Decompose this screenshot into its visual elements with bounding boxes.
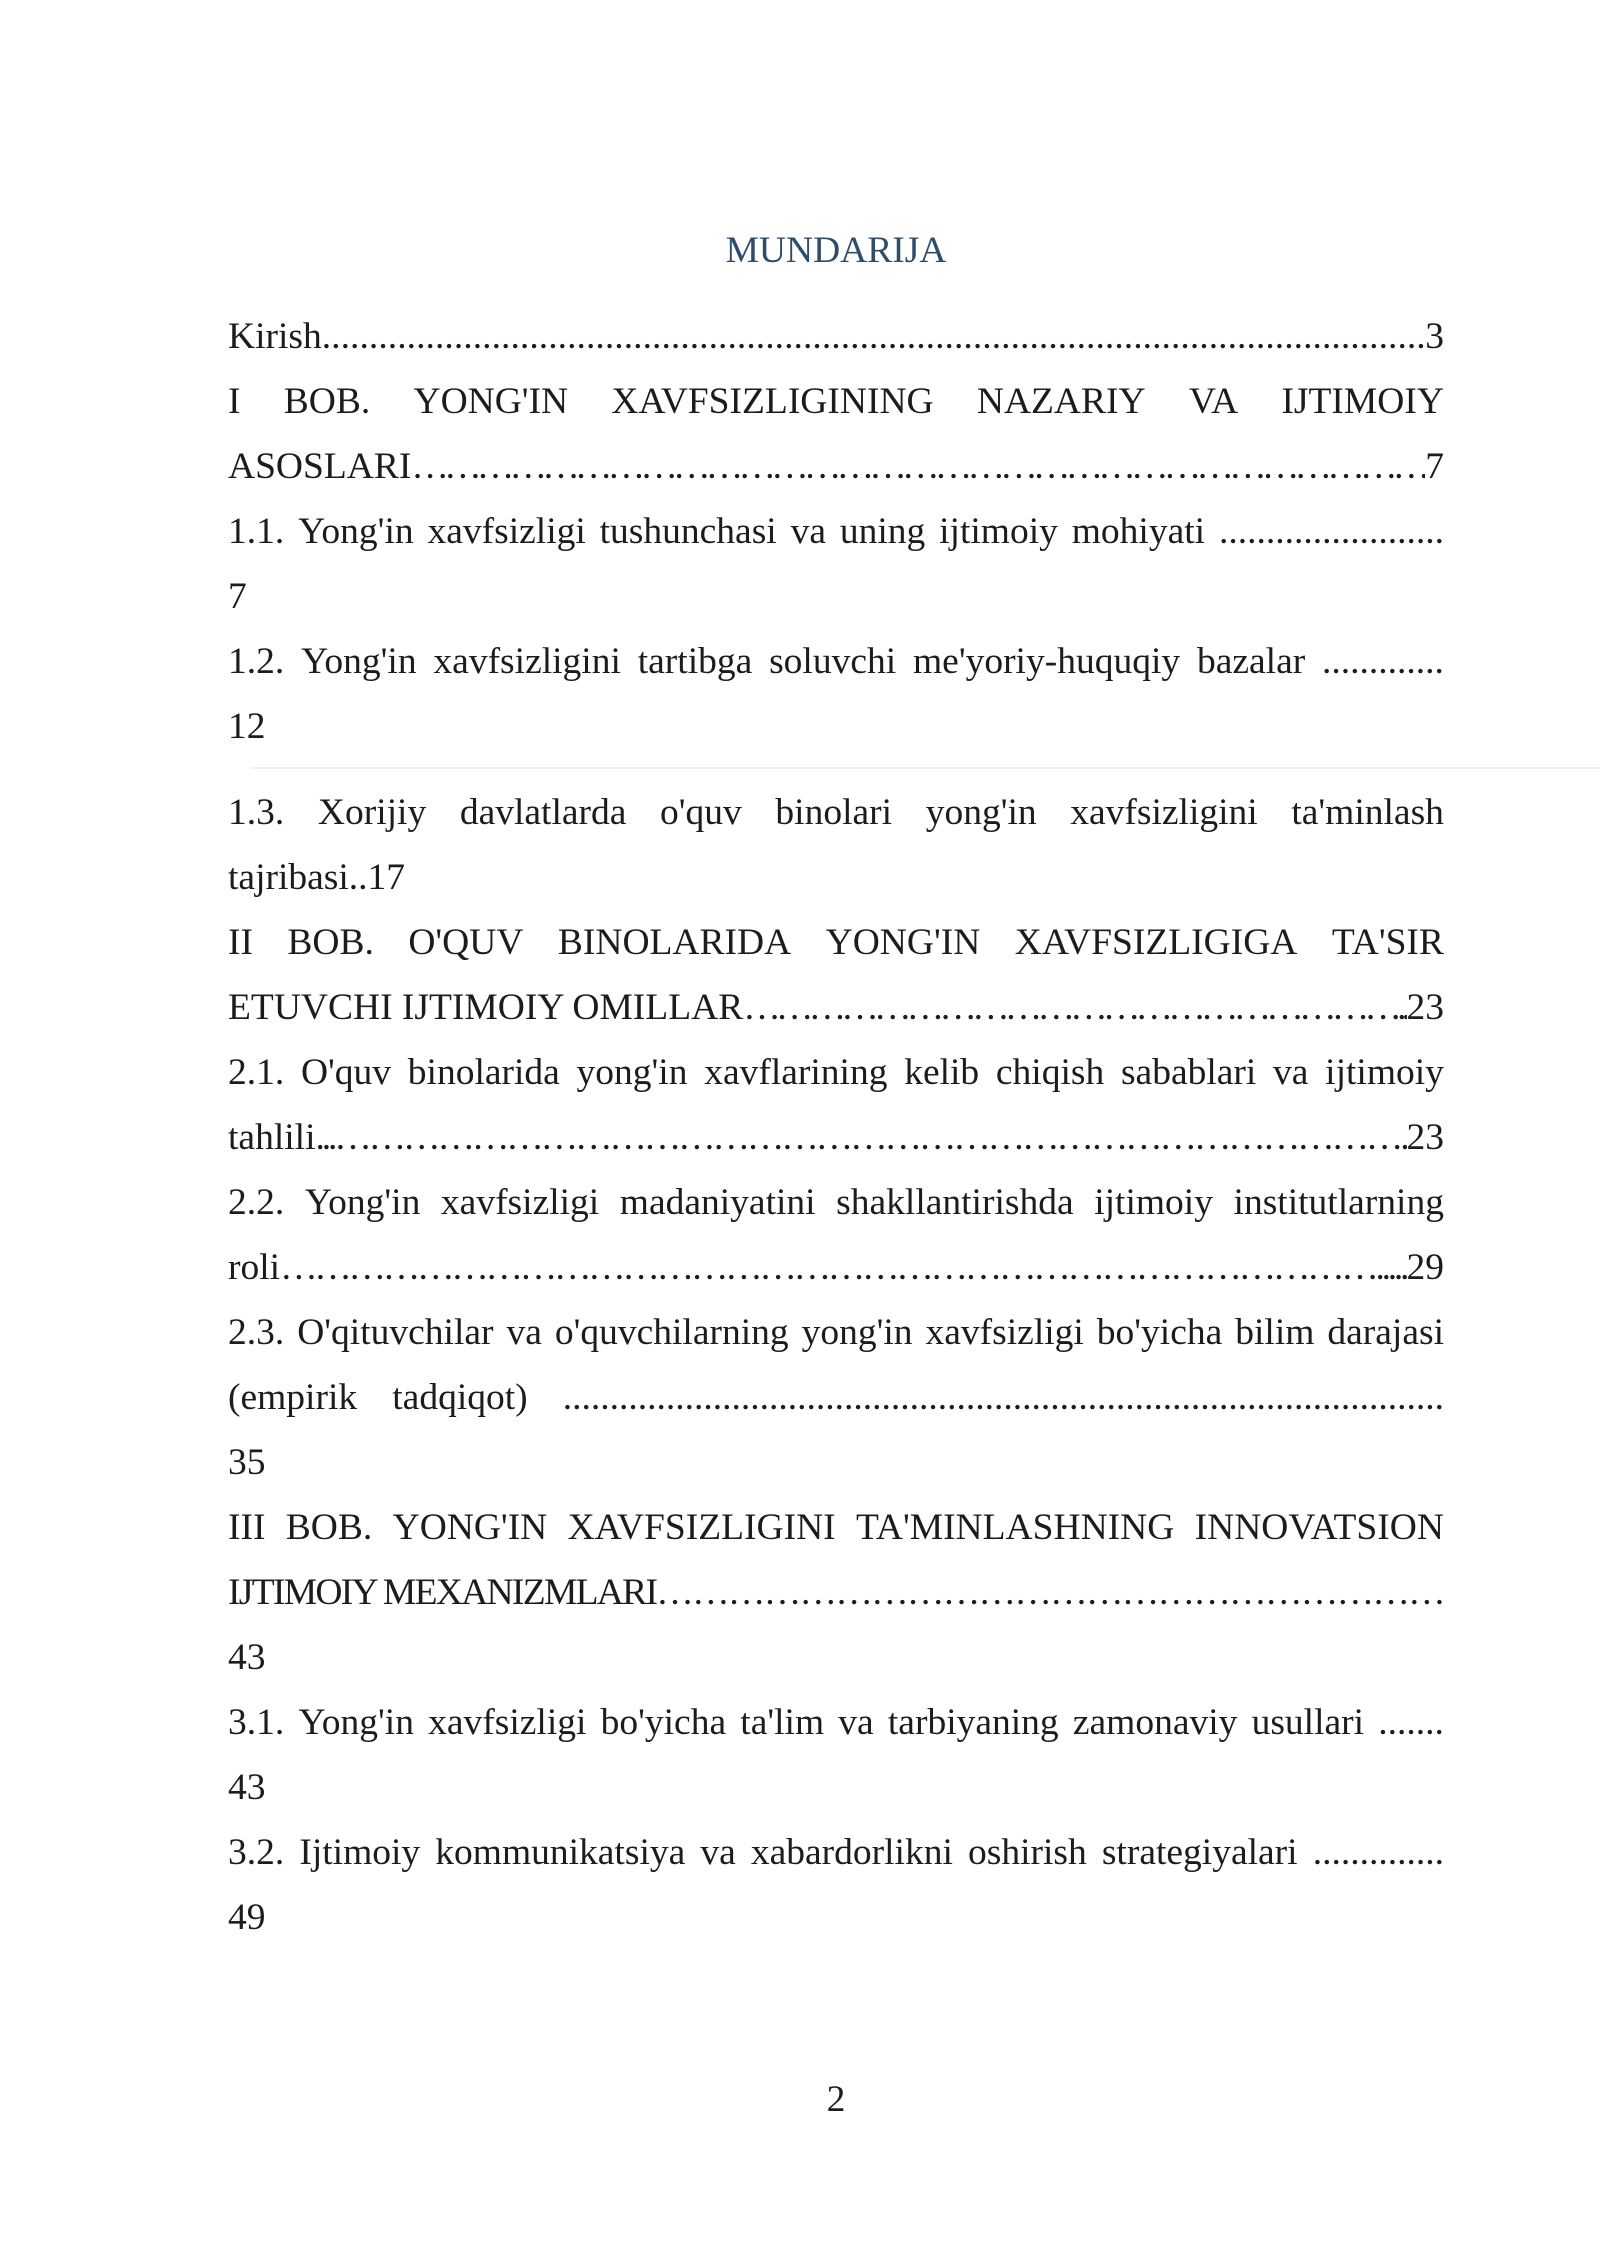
toc-word: darajasi [1327,1312,1444,1353]
toc-word: ta'minlash [1291,792,1444,833]
toc-word: ........................ [1218,511,1444,552]
toc-word: BOB. [283,381,371,422]
toc-word: va [838,1702,874,1743]
toc-section-line-end [228,1105,1444,1170]
toc-word: tartibga [637,641,753,682]
toc-word: zamonaviy [1072,1702,1238,1743]
toc-page-number: 3 [1425,316,1444,357]
toc-word: 2.2. [228,1182,285,1223]
toc-word: IJTIMOIY [1281,381,1444,422]
toc-word: 3.2. [228,1832,285,1873]
toc-word: ijtimoiy [939,511,1058,552]
toc-word: 2.1. [228,1052,285,1093]
toc-word: o'quv [660,792,742,833]
toc-word: xabardorlikni [750,1832,953,1873]
toc-section-line [228,1040,1444,1105]
toc-word: bilim [1235,1312,1315,1353]
toc-word: YONG'IN [825,922,981,963]
toc-word: va [506,1312,542,1353]
toc-word: yong'in [925,792,1037,833]
toc-word: IJTIMOIY [228,1572,377,1613]
toc-word: 1.3. [228,792,285,833]
toc-word: O'quv [300,1052,392,1093]
toc-page-number: 23 [1406,987,1444,1028]
toc-list-part-1 [228,304,1444,759]
toc-entry-title: Kirish [228,316,322,357]
toc-chapter-heading [228,910,1444,975]
toc-word: uning [839,511,926,552]
dot-leader-text: …………………………………………………….. [743,987,1407,1028]
toc-word: II [228,922,253,963]
toc-word: Yong'in [298,1702,414,1743]
toc-word: bo'yicha [1096,1312,1223,1353]
toc-word: 1.1. [228,511,285,552]
toc-word: XAVFSIZLIGINING [611,381,934,422]
toc-word: XAVFSIZLIGINI [567,1507,836,1548]
toc-word: xavfsizligi [440,1182,600,1223]
toc-word: ijtimoiy [1325,1052,1444,1093]
toc-word: xavfsizligini [1070,792,1258,833]
toc-word: va [700,1832,736,1873]
toc-entry-title: ETUVCHI IJTIMOIY OMILLAR [228,987,744,1028]
toc-word: xavflarining [704,1052,888,1093]
toc-page-number: 7 [1425,446,1444,487]
toc-page-number: 23 [1406,1117,1444,1158]
toc-chapter-heading-end [228,434,1444,499]
toc-word: 3.1. [228,1702,285,1743]
toc-word: me'yoriy-huquqiy [913,641,1181,682]
toc-word: YONG'IN [392,1507,548,1548]
toc-word: III [228,1507,266,1548]
dot-leader [411,434,1425,499]
toc-word: o'quvchilarning [554,1312,789,1353]
toc-word: BINOLARIDA [557,922,792,963]
dot-leader-text: ..................................................................................................................... [321,316,1426,357]
toc-word: tadqiqot) [392,1377,528,1418]
toc-word: YONG'IN [413,381,569,422]
dot-leader [322,304,1426,369]
toc-word: ............. [1322,641,1444,682]
toc-section-line [228,1170,1444,1235]
toc-word: BOB. [285,1507,373,1548]
dot-leader [316,1105,1407,1170]
toc-word: usullari [1251,1702,1365,1743]
toc-section-line [228,629,1444,694]
toc-word: shakllantirishda [836,1182,1074,1223]
toc-word: Xorijiy [317,792,427,833]
toc-title: MUNDARIJA [725,230,947,271]
toc-word: bazalar [1196,641,1306,682]
toc-word: ijtimoiy [1094,1182,1213,1223]
toc-word: ta'lim [740,1702,825,1743]
toc-word: 2.3. [228,1312,285,1353]
toc-page-number: 29 [1406,1247,1444,1288]
toc-word: TA'MINLASHNING [855,1507,1175,1548]
toc-page-number: 49 [228,1897,266,1938]
toc-word: TA'SIR [1331,922,1444,963]
toc-word: ....... [1378,1702,1444,1743]
toc-entry-title: roli [228,1247,281,1288]
toc-word: bo'yicha [600,1702,727,1743]
toc-word: VA [1188,381,1239,422]
toc-word: Yong'in [301,641,417,682]
toc-section-line [228,1365,1444,1430]
toc-chapter-heading [228,369,1444,434]
toc-word: .............. [1312,1832,1444,1873]
toc-word: BOB. [287,922,374,963]
toc-word: madaniyatini [619,1182,816,1223]
page-number: 2 [826,2079,846,2120]
toc-word: kelib [904,1052,980,1093]
dot-leader-text: ...…………………………………………………………………………………. [315,1117,1407,1158]
toc-word: institutlarning [1233,1182,1444,1223]
toc-entry-title: ASOSLARI [228,446,412,487]
toc-section-line-end [228,1235,1444,1300]
toc-word: Yong'in [304,1182,421,1223]
toc-page-number: 43 [228,1767,266,1808]
toc-word: davlatlarda [459,792,627,833]
toc-word: MEXANIZMLARI………………………………………………………… [382,1572,1444,1613]
toc-page-number: 35 [228,1442,266,1483]
toc-chapter-heading-end [228,1560,1444,1625]
toc-word: binolari [775,792,893,833]
toc-page-number: 43 [228,1637,266,1678]
toc-word: Ijtimoiy [299,1832,421,1873]
toc-list-part-2 [228,780,1444,1950]
toc-section-line [228,1690,1444,1755]
toc-page-number: 12 [228,706,266,747]
toc-word: O'QUV [408,922,524,963]
toc-word: (empirik [228,1377,358,1418]
toc-section-line [228,1820,1444,1885]
toc-word: yong'in [576,1052,688,1093]
toc-word: xavfsizligini [433,641,621,682]
toc-word: xavfsizligi [925,1312,1084,1353]
toc-word: kommunikatsiya [435,1832,686,1873]
toc-word: .............................................................................................. [562,1377,1444,1418]
toc-word: xavfsizligi [427,511,586,552]
toc-section-line-end: tajribasi..17 [228,857,406,898]
toc-word: I [228,381,241,422]
toc-word: INNOVATSION [1194,1507,1444,1548]
toc-word: chiqish [995,1052,1105,1093]
toc-word: O'qituvchilar [297,1312,494,1353]
toc-word: XAVFSIZLIGIGA [1014,922,1298,963]
dot-leader-text: ………………………………………………………………………………… [411,446,1426,487]
page-divider [252,767,1600,769]
toc-word: binolarida [407,1052,560,1093]
toc-section-line [228,780,1444,845]
toc-word: tarbiyaning [887,1702,1059,1743]
toc-word: NAZARIY [976,381,1146,422]
dot-leader-text: ……………………………………………………………………………………..... [280,1247,1407,1288]
toc-word: Yong'in [298,511,414,552]
toc-word: strategiyalari [1101,1832,1298,1873]
toc-word: mohiyati [1071,511,1206,552]
toc-section-line [228,1300,1444,1365]
toc-word: va [1273,1052,1309,1093]
toc-chapter-heading-end [228,975,1444,1040]
toc-word: va [790,511,826,552]
dot-leader [280,1235,1406,1300]
toc-entry-title: tahlili [228,1117,316,1158]
dot-leader [743,975,1406,1040]
toc-page-number: 7 [228,576,247,617]
toc-section-line [228,499,1444,564]
toc-word: oshirish [967,1832,1087,1873]
toc-word: soluvchi [769,641,897,682]
toc-word: xavfsizligi [428,1702,587,1743]
toc-chapter-heading [228,1495,1444,1560]
toc-word: sabablari [1120,1052,1257,1093]
toc-word: yong'in [801,1312,913,1353]
toc-word: 1.2. [228,641,285,682]
toc-word: tushunchasi [599,511,777,552]
toc-entry-intro [228,304,1444,369]
